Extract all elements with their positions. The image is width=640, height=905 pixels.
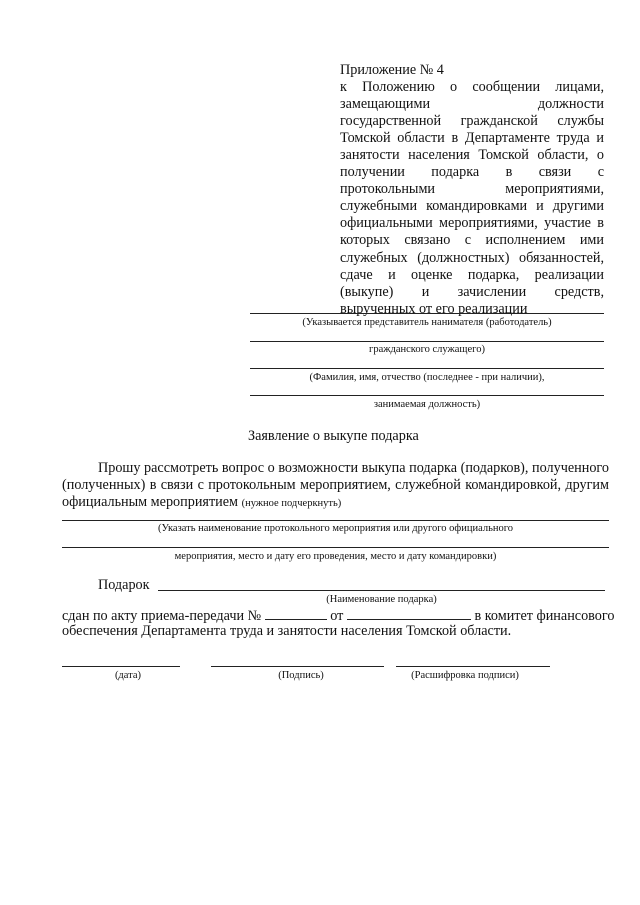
gift-name-field[interactable] [158, 590, 605, 591]
event-caption-1: (Указать наименование протокольного мероприятия или другого официального [157, 523, 514, 534]
underline-note: (нужное подчеркнуть) [241, 498, 342, 509]
header-field-line-2[interactable] [250, 341, 604, 342]
gift-label: Подарок [98, 577, 150, 593]
signature-decoding-field[interactable] [396, 666, 550, 667]
header-field-caption-1: (Указывается представитель нанимателя (работодатель) [302, 317, 552, 328]
event-field-line-1[interactable] [62, 520, 609, 521]
date-field[interactable] [62, 666, 180, 667]
header-field-caption-2: гражданского служащего) [369, 344, 485, 355]
statement-line-2: (полученных) в связи с протокольным мероприятием, служебной командировкой, другим [62, 477, 609, 493]
appendix-block [340, 62, 604, 318]
act-line-prefix: сдан по акту приема-передачи № [62, 608, 262, 624]
signature-decoding-caption: (Расшифровка подписи) [411, 670, 519, 681]
header-field-caption-4: занимаемая должность) [373, 399, 481, 410]
gift-caption: (Наименование подарка) [326, 594, 437, 605]
act-line-from: от [330, 608, 344, 624]
statement-line-3 [62, 494, 341, 511]
appendix-title: Приложение № 4 [340, 62, 444, 78]
act-date-field[interactable] [347, 606, 471, 620]
event-caption-2: мероприятия, место и дату его проведения, место и дату командировки) [174, 551, 497, 562]
header-field-line-3[interactable] [250, 368, 604, 369]
statement-line-1: Прошу рассмотреть вопрос о возможности выкупа подарка (подарков), полученного [98, 460, 609, 476]
date-caption: (дата) [114, 670, 142, 681]
act-line-2: обеспечения Департамента труда и занятости населения Томской области. [62, 623, 512, 639]
signature-field[interactable] [211, 666, 384, 667]
statement-line-3-text: официальным мероприятием [62, 494, 239, 510]
header-field-caption-3: (Фамилия, имя, отчество (последнее - при наличии), [309, 372, 545, 383]
appendix-text: к Положению о сообщении лицами, замещающими должности государственной гражданской службы Томской области в Департаменте труда и занятости населения Томской области, о получении подарка в связи с протокольными мероприятиями, служебными командировками и другими официальными мероприятиями, участие в которых связано с исполнением ими служебных (должностных) обязанностей, сдаче и оценке подарка, реализации (выкупе) и зачислении средств, вырученных от его реализации [340, 79, 604, 317]
header-field-line-1[interactable] [250, 313, 604, 314]
event-field-line-2[interactable] [62, 547, 609, 548]
act-number-field[interactable] [265, 606, 327, 620]
signature-caption: (Подпись) [278, 670, 324, 681]
statement-title: Заявление о выкупе подарка [248, 428, 419, 444]
header-field-line-4[interactable] [250, 395, 604, 396]
act-line-suffix: в комитет финансового [474, 608, 615, 624]
